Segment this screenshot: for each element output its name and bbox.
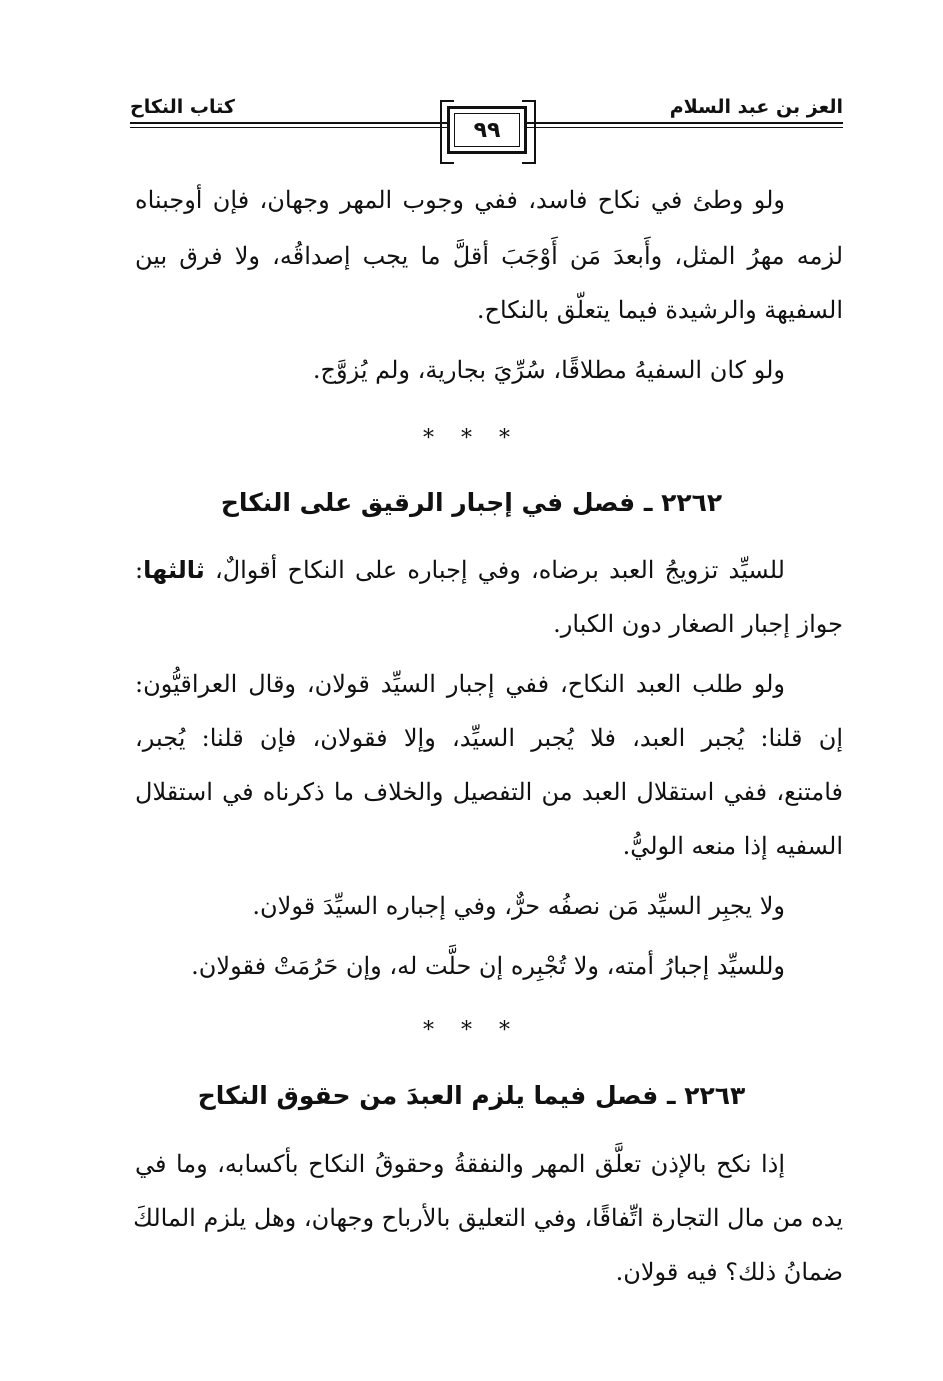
paragraph-line: السفيه إذا منعه الوليُّ. <box>622 832 843 860</box>
paragraph-line: ولو وطئ في نكاح فاسد، ففي وجوب المهر وجهان، فإن أوجبناه <box>135 186 785 214</box>
header-rule-left-lower <box>130 127 447 128</box>
section-separator: * * * <box>423 1018 520 1043</box>
paragraph-line: ولو طلب العبد النكاح، ففي إجبار السيِّد قولان، وقال العراقيُّون: <box>135 670 785 698</box>
header-rule-left <box>130 122 447 124</box>
paragraph-text: : <box>135 556 144 584</box>
paragraph-line: ولو كان السفيهُ مطلاقًا، سُرِّيَ بجارية، ولم يُزوَّج. <box>312 356 785 384</box>
page-number-box <box>447 106 527 154</box>
section-heading-2263: ٢٢٦٣ ـ فصل فيما يلزم العبدَ من حقوق النكاح <box>197 1081 746 1110</box>
paragraph-line: إن قلنا: يُجبر العبد، فلا يُجبر السيِّد، وإلا فقولان، فإن قلنا: يُجبر، <box>135 724 843 752</box>
header-rule-right <box>527 122 843 124</box>
paragraph-line: جواز إجبار الصغار دون الكبار. <box>553 610 843 638</box>
header-book-section: كتاب النكاح <box>130 96 235 118</box>
section-heading-2262: ٢٢٦٢ ـ فصل في إجبار الرقيق على النكاح <box>220 488 723 517</box>
paragraph-line: لزمه مهرُ المثل، وأَبعدَ مَن أَوْجَبَ أقلَّ ما يجب إصداقُه، ولا فرق بين <box>135 242 843 270</box>
header-author: العز بن عبد السلام <box>669 96 843 118</box>
paragraph-line: فامتنع، ففي استقلال العبد من التفصيل والخلاف ما ذكرناه في استقلال <box>135 778 843 806</box>
paragraph-line: ضمانُ ذلك؟ فيه قولان. <box>615 1258 843 1286</box>
paragraph-line: وللسيِّد إجبارُ أمته، ولا تُجْبِره إن حلَّت له، وإن حَرُمَتْ فقولان. <box>191 952 785 980</box>
header-rule-right-lower <box>527 127 843 128</box>
paragraph-line: ولا يجبِر السيِّد مَن نصفُه حرٌّ، وفي إجباره السيِّدَ قولان. <box>252 892 785 920</box>
paragraph-line: يده من مال التجارة اتِّفاقًا، وفي التعليق بالأرباح وجهان، وهل يلزم المالكَ <box>133 1204 843 1232</box>
paragraph-line: السفيهة والرشيدة فيما يتعلّق بالنكاح. <box>476 296 843 324</box>
paragraph-line: إذا نكح بالإذن تعلَّق المهر والنفقةُ وحقوقُ النكاح بأكسابه، وما في <box>135 1150 785 1178</box>
paragraph-text: للسيِّد تزويجُ العبد برضاه، وفي إجباره على النكاح أقوالٌ، <box>214 556 785 584</box>
paragraph-line <box>135 550 785 590</box>
section-separator: * * * <box>423 426 520 451</box>
page-number: ٩٩ <box>473 117 501 143</box>
bold-term: ثالثها <box>143 556 205 584</box>
